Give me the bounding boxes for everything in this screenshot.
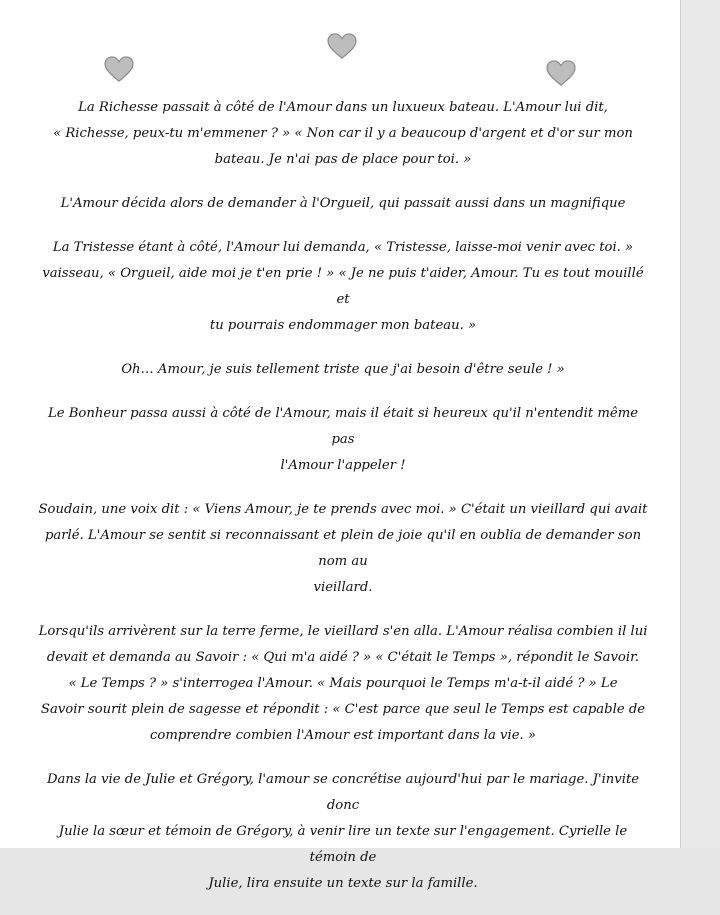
heart-icon xyxy=(104,56,134,83)
heart-icon xyxy=(327,33,357,60)
text-line: Dans la vie de Julie et Grégory, l'amour se concrétise aujourd'hui par le mariage. J'invite donc xyxy=(46,772,640,813)
text-line: vaisseau, « Orgueil, aide moi je t'en prie ! » « Je ne puis t'aider, Amour. Tu es tout mouillé et xyxy=(42,266,644,307)
text-line: l'Amour l'appeler ! xyxy=(280,458,406,473)
text-line: La Richesse passait à côté de l'Amour dans un luxueux bateau. L'Amour lui dit, xyxy=(78,100,608,115)
paragraph-seule xyxy=(38,357,648,383)
paragraph-tristesse xyxy=(38,235,648,339)
text-line: vieillard. xyxy=(313,580,373,595)
heart-icon xyxy=(546,60,576,87)
text-line: Savoir sourit plein de sagesse et répondit : « C'est parce que seul le Temps est capable de xyxy=(40,702,646,717)
text-line: Soudain, une voix dit : « Viens Amour, je te prends avec moi. » C'était un vieillard qui avait xyxy=(38,502,648,517)
text-line: bateau. Je n'ai pas de place pour toi. » xyxy=(214,152,472,167)
window-gutter xyxy=(681,0,720,848)
text-line: devait et demanda au Savoir : « Qui m'a aidé ? » « C'était le Temps », répondit le Savoir. xyxy=(46,650,640,665)
text-line: La Tristesse étant à côté, l'Amour lui demanda, « Tristesse, laisse-moi venir avec toi. » xyxy=(52,240,634,255)
text-line: Julie la sœur et témoin de Grégory, à venir lire un texte sur l'engagement. Cyrielle le témoin de xyxy=(58,824,628,865)
text-line: « Le Temps ? » s'interrogea l'Amour. « Mais pourquoi le Temps m'a-t-il aidé ? » Le xyxy=(68,676,618,691)
text-line: Lorsqu'ils arrivèrent sur la terre ferme, le vieillard s'en alla. L'Amour réalisa combien il lui xyxy=(38,624,648,639)
text-line: Oh… Amour, je suis tellement triste que j'ai besoin d'être seule ! » xyxy=(121,362,565,377)
text-line: comprendre combien l'Amour est important dans la vie. » xyxy=(150,728,536,743)
paragraph-mariage xyxy=(38,767,648,897)
paragraph-orgueil xyxy=(38,191,648,217)
paragraph-temps xyxy=(38,619,648,749)
text-line: Julie, lira ensuite un texte sur la famille. xyxy=(208,876,478,891)
paragraph-vieillard xyxy=(38,497,648,601)
text-line: parlé. L'Amour se sentit si reconnaissant et plein de joie qu'il en oublia de demander son nom au xyxy=(44,528,642,569)
paragraph-richesse xyxy=(38,95,648,173)
paragraph-bonheur xyxy=(38,401,648,479)
document-body[interactable] xyxy=(38,95,648,915)
text-line: tu pourrais endommager mon bateau. » xyxy=(209,318,477,333)
text-line: « Richesse, peux-tu m'emmener ? » « Non car il y a beaucoup d'argent et d'or sur mon xyxy=(53,126,633,141)
text-line: L'Amour décida alors de demander à l'Orgueil, qui passait aussi dans un magnifique xyxy=(60,196,626,211)
text-line: Le Bonheur passa aussi à côté de l'Amour, mais il était si heureux qu'il n'entendit même pas xyxy=(47,406,639,447)
